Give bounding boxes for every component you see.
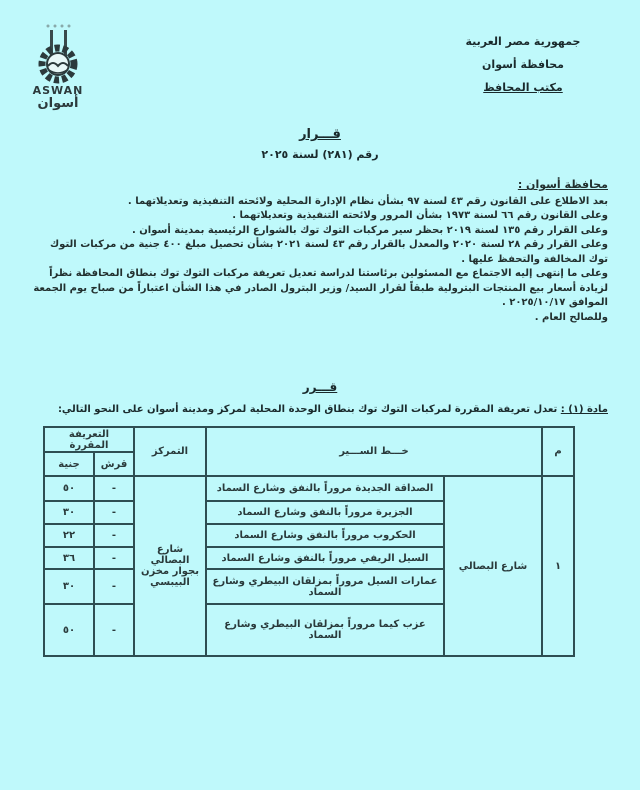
route-cell: الجزيرة مروراً بالنفق وشارع السماد	[206, 501, 444, 524]
preamble-paragraph: بعد الاطلاع على القانون رقم ٤٣ لسنة ٩٧ بشأن نظام الإدارة المحلية ولائحته التنفيذية وتعديلاتهما .	[127, 195, 608, 207]
preamble-paragraph: وعلى القرار رقم ١٣٥ لسنة ٢٠١٩ بحظر سير مركبات التوك توك بالشوارع الرئيسية بمدينة أسوان .	[131, 224, 608, 236]
gear-emblem-icon	[26, 22, 90, 84]
pound-cell: ٢٢	[44, 524, 94, 547]
col-tariff-header: التعريفة المقررة	[44, 427, 134, 452]
tariff-table	[43, 426, 575, 657]
pound-cell: ٥٠	[44, 476, 94, 501]
article-label: مادة (١) :	[560, 404, 608, 415]
preamble-paragraph: وعلى ما إنتهى إليه الاجتماع مع المسئولين برئاستنا لدراسة تعديل تعريفة مركبات التوك توك بنطاق المحافظة نظراً لزيادة أسعار بيع المنتجات البترولية طبقاً لقرار السيد/ وزير البترول الصادر في هذا الشأن اعتباراً من صباح يوم الجمعة الموافق ٢٠٢٥/١٠/١٧ .	[33, 268, 608, 308]
col-pound-header: جنية	[44, 452, 94, 476]
preamble-paragraph: وعلى القانون رقم ٦٦ لسنة ١٩٧٣ بشأن المرور ولائحته التنفيذية وتعديلاتهما .	[232, 210, 608, 221]
col-hub-header: التمركز	[134, 427, 206, 476]
pound-cell: ٣٦	[44, 547, 94, 569]
route-cell: عزب كيما مروراً بمزلقان البيطري وشارع السماد	[206, 604, 444, 656]
preamble	[28, 178, 608, 325]
piaster-cell: -	[94, 569, 134, 604]
col-piaster-header: قرش	[94, 452, 134, 476]
serial-cell: ١	[542, 476, 574, 656]
table-row	[44, 476, 574, 501]
pound-cell: ٣٠	[44, 569, 94, 604]
group-cell: شارع البصالي	[444, 476, 542, 656]
country-name: جمهورية مصر العربية	[465, 35, 581, 48]
article-1	[8, 404, 608, 415]
governorate-name: محافظة أسوان	[482, 58, 564, 71]
pound-cell: ٥٠	[44, 604, 94, 656]
piaster-cell: -	[94, 524, 134, 547]
decided-heading: قـــرر	[302, 380, 338, 394]
col-route-header: خـــط الســـير	[206, 427, 542, 476]
title-main: قـــرار	[299, 127, 341, 142]
piaster-cell: -	[94, 604, 134, 656]
table-header-row	[44, 427, 574, 452]
route-cell: الصداقة الجديدة مروراً بالنفق وشارع السماد	[206, 476, 444, 501]
logo-text-en: ASWAN	[32, 84, 84, 97]
route-cell: السيل الريفي مروراً بالنفق وشارع السماد	[206, 547, 444, 569]
addressee: محافظة أسوان :	[517, 178, 608, 191]
decree-number: رقم (٢٨١) لسنة ٢٠٢٥	[261, 148, 379, 161]
preamble-paragraph: وللصالح العام .	[534, 311, 608, 323]
col-serial-header: م	[542, 427, 574, 476]
preamble-paragraph: وعلى القرار رقم ٢٨ لسنة ٢٠٢٠ والمعدل بالقرار رقم ٤٣ لسنة ٢٠٢١ بشأن تحصيل مبلغ ٤٠٠ جنية من مركبات التوك توك المخالفة والتحفظ عليها .	[50, 239, 608, 265]
aswan-logo	[26, 22, 90, 114]
office-name: مكتب المحافظ	[483, 81, 563, 94]
decree-title	[0, 124, 640, 164]
letterhead	[448, 30, 598, 99]
logo-text-ar: أسوان	[37, 96, 79, 111]
hub-cell: شارع البصالي بجوار مخزن البيبسي	[134, 476, 206, 656]
route-cell: الحكروب مروراً بالنفق وشارع السماد	[206, 524, 444, 547]
pound-cell: ٣٠	[44, 501, 94, 524]
article-text: تعدل تعريفة المقررة لمركبات التوك توك بنطاق الوحدة المحلية لمركز ومدينة أسوان على النحو التالي:	[57, 404, 558, 415]
piaster-cell: -	[94, 501, 134, 524]
piaster-cell: -	[94, 476, 134, 501]
piaster-cell: -	[94, 547, 134, 569]
route-cell: عمارات السيل مروراً بمزلقان البيطري وشارع السماد	[206, 569, 444, 604]
